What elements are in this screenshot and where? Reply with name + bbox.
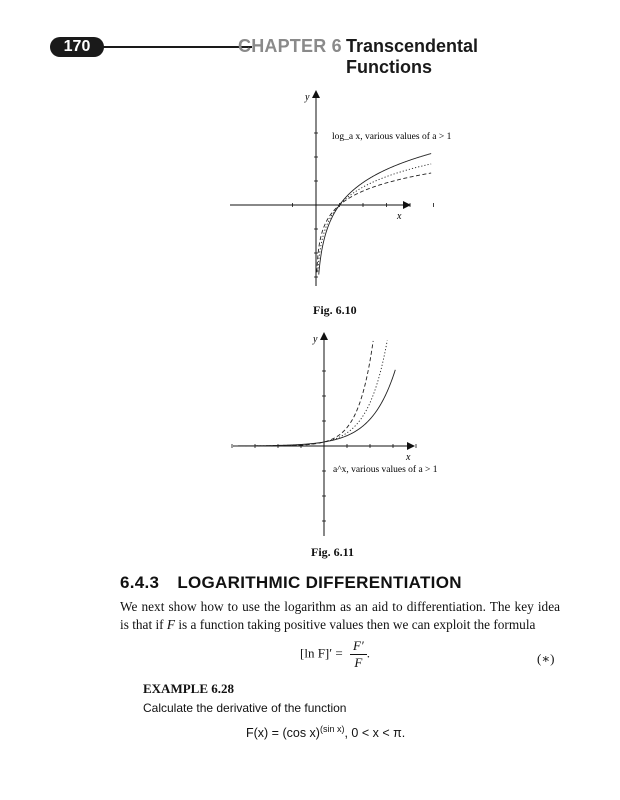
fig-6-10-curve-solid xyxy=(319,154,431,275)
fig-6-11-x-label: x xyxy=(406,452,411,463)
formula-lhs: [ln F]′ = xyxy=(300,645,343,661)
fig-6-10-annotation: log_a x, various values of a > 1 xyxy=(332,132,452,142)
example-formula-exponent: (sin x) xyxy=(319,724,345,734)
section-number: 6.4.3 xyxy=(120,573,160,592)
example-formula-rhs: , 0 < x < π. xyxy=(344,726,406,741)
fig-6-10-plot xyxy=(230,90,434,286)
fig-6-11-y-arrow xyxy=(320,332,328,340)
header-rule xyxy=(100,46,252,48)
fig-6-11-plot xyxy=(232,332,416,536)
example-label: EXAMPLE 6.28 xyxy=(143,681,234,696)
fig-6-10-y-label: y xyxy=(305,92,310,103)
chapter-title: Transcendental Functions xyxy=(346,36,479,77)
fig-6-10-caption: Fig. 6.10 xyxy=(313,303,357,317)
paragraph-part-2: is a function taking positive values then we can exploit the formula xyxy=(175,617,536,632)
equation-tag: (∗) xyxy=(537,651,555,666)
fig-6-11-curve-dotted xyxy=(234,340,387,446)
example-text: Calculate the derivative of the function xyxy=(143,701,347,715)
page-number-badge: 170 xyxy=(50,37,104,57)
fig-6-11-caption: Fig. 6.11 xyxy=(311,545,355,559)
formula-fraction xyxy=(350,638,367,671)
paragraph-variable: F xyxy=(166,617,176,632)
formula-denominator: F xyxy=(354,655,363,670)
paragraph-part-1: We next show how to use the logarithm as an aid to differentiation. The key idea is that if xyxy=(120,599,560,632)
log-diff-formula: [ln F]′ = $\frac{F'}{F}$ . xyxy=(300,638,370,670)
formula-numerator: F′ xyxy=(350,638,367,655)
fig-6-11-y-label: y xyxy=(313,334,318,345)
fig-6-11-x-arrow xyxy=(407,442,415,450)
section-title: LOGARITHMIC DIFFERENTIATION xyxy=(177,573,462,592)
fig-6-11-curve-dashed xyxy=(234,341,373,446)
section-paragraph xyxy=(120,598,560,634)
example-formula-lhs: F(x) = (cos x) xyxy=(246,726,320,741)
fig-6-10-y-arrow xyxy=(312,90,320,98)
fig-6-11-annotation: a^x, various values of a > 1 xyxy=(333,465,438,475)
fig-6-10-x-label: x xyxy=(397,211,402,222)
fig-6-10-curve-dotted xyxy=(318,164,431,272)
fig-6-10-curve-dashed xyxy=(317,173,431,272)
chapter-label: CHAPTER 6 xyxy=(238,36,342,56)
fig-6-11-curve-solid xyxy=(234,370,395,446)
page-header xyxy=(50,36,560,77)
section-heading xyxy=(120,573,462,593)
fig-6-10-x-arrow xyxy=(403,201,411,209)
example-formula xyxy=(246,724,405,740)
